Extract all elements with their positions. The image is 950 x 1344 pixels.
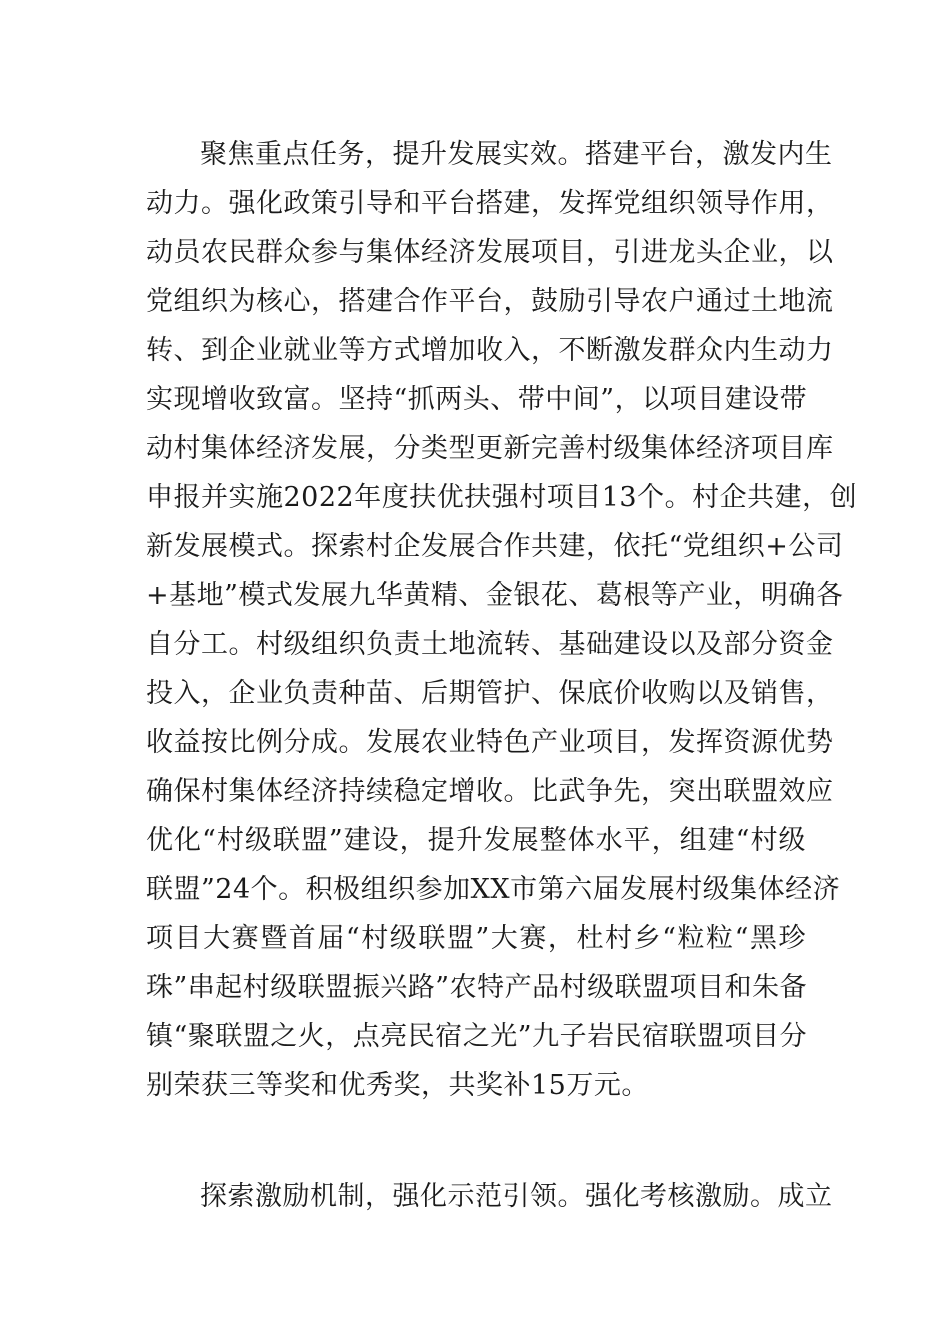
text-line: 自分工。村级组织负责土地流转、基础建设以及部分资金	[146, 629, 834, 660]
text-line: 探索激励机制，强化示范引领。强化考核激励。成立	[200, 1181, 833, 1212]
text-line: 党组织为核心，搭建合作平台，鼓励引导农户通过土地流	[146, 286, 834, 317]
text-line: 新发展模式。探索村企发展合作共建，依托“党组织+公司	[146, 531, 844, 562]
text-line: 动村集体经济发展，分类型更新完善村级集体经济项目库	[146, 433, 834, 464]
text-line: 聚焦重点任务，提升发展实效。搭建平台，激发内生	[200, 139, 833, 170]
text-line: 联盟”24个。积极组织参加XX市第六届发展村级集体经济	[146, 874, 841, 905]
text-line: 动力。强化政策引导和平台搭建，发挥党组织领导作用，	[146, 188, 834, 219]
text-line: 项目大赛暨首届“村级联盟”大赛，杜村乡“粒粒“黑珍	[146, 923, 806, 954]
text-line: 动员农民群众参与集体经济发展项目，引进龙头企业，以	[146, 237, 834, 268]
text-line: 别荣获三等奖和优秀奖，共奖补15万元。	[146, 1070, 649, 1101]
text-line: 投入，企业负责种苗、后期管护、保底价收购以及销售，	[146, 678, 834, 709]
text-line: 珠”串起村级联盟振兴路”农特产品村级联盟项目和朱备	[146, 972, 808, 1003]
paragraph-2	[146, 1172, 833, 1221]
text-line: +基地”模式发展九华黄精、金银花、葛根等产业，明确各	[146, 580, 844, 611]
text-line: 镇“聚联盟之火，点亮民宿之光”九子岩民宿联盟项目分	[146, 1021, 808, 1052]
text-line: 实现增收致富。坚持“抓两头、带中间”，以项目建设带	[146, 384, 808, 415]
text-line: 转、到企业就业等方式增加收入，不断激发群众内生动力	[146, 335, 834, 366]
paragraph-1	[146, 130, 858, 1110]
text-line: 申报并实施2022年度扶优扶强村项目13个。村企共建，创	[146, 482, 858, 513]
text-line: 确保村集体经济持续稳定增收。比武争先，突出联盟效应	[146, 776, 834, 807]
text-line: 收益按比例分成。发展农业特色产业项目，发挥资源优势	[146, 727, 834, 758]
text-line: 优化“村级联盟”建设，提升发展整体水平，组建“村级	[146, 825, 806, 856]
